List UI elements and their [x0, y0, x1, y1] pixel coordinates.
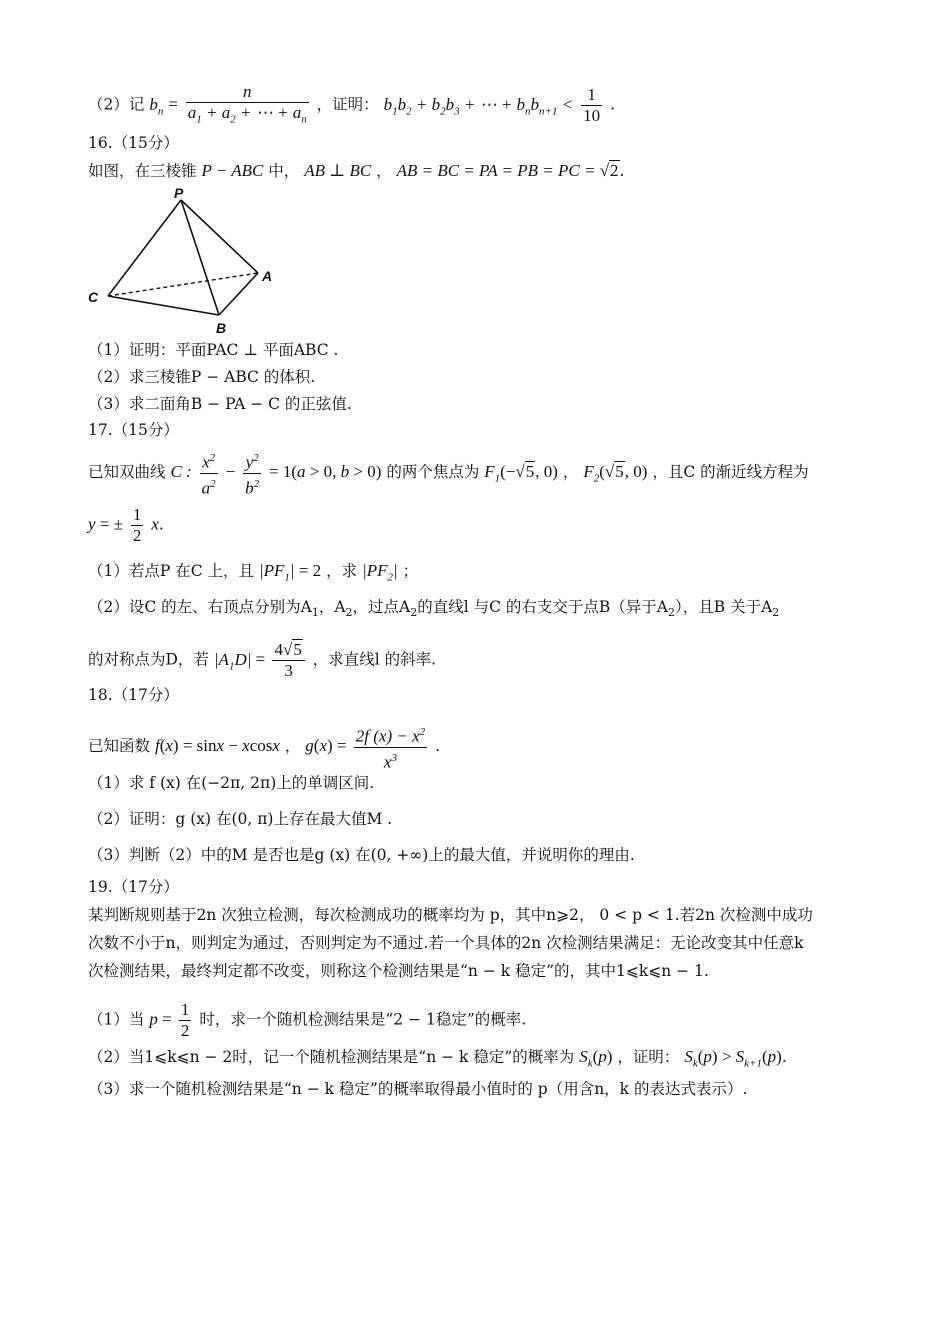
q19-part3: （3）求一个随机检测结果是“n − k 稳定”的概率取得最小值时的 p（用含n，k 的表达式表示）. — [88, 1080, 748, 1098]
g-fraction: $\frac{2f (x) - x^2}{x^3}$ — [354, 722, 427, 772]
y2-over-b2: $\frac{y^2}{b^2}$ — [243, 448, 261, 498]
q17-intro-d: ，且C 的渐近线方程为 — [652, 463, 809, 482]
q18-part3: （3）判断（2）中的M 是否也是g (x) 在(0, +∞)上的最大值，并说明你的理由. — [88, 846, 635, 864]
label-A: A — [262, 268, 273, 284]
edge-CB — [108, 296, 219, 315]
label-C: C — [88, 289, 99, 305]
q17-intro-b: 的两个焦点为 — [386, 463, 480, 482]
q17-p1-b: ，求 — [326, 562, 358, 580]
q18-intro: 已知函数 f(x) = sinx − xcosx ， g(x) = $\frac{2f (x) - x^2}{x^3}$ . — [88, 722, 890, 772]
q19-p2-b: ，证明： — [617, 1048, 680, 1066]
q18-intro-a: 已知函数 — [88, 737, 151, 756]
q17-p1-a: （1）若点P 在C 上，且 — [88, 562, 255, 580]
q16-intro-b: 中， — [268, 162, 300, 180]
q17-p2-g: ，求直线l 的斜率. — [312, 650, 437, 669]
q18-header: 18.（17分） — [88, 686, 179, 704]
q18-intro-end: . — [435, 737, 440, 756]
edge-CA-hidden — [108, 273, 258, 296]
q16-part2: （2）求三棱锥P − ABC 的体积. — [88, 368, 316, 386]
q17-p2-c: ，过点A — [352, 598, 411, 616]
p-half-fraction: $\frac{1}{2}$ — [180, 1000, 190, 1040]
q16-part3: （3）求二面角B − PA − C 的正弦值. — [88, 395, 352, 413]
x2-over-a2: $\frac{x^2}{a^2}$ — [200, 448, 218, 498]
q17-intro-c: ， — [562, 463, 579, 482]
q17-intro-a: 已知双曲线 — [88, 463, 166, 482]
one-tenth-fraction: $\frac{1}{10}$ — [583, 85, 601, 126]
q19-p2-c: . — [781, 1048, 787, 1066]
four-root5-over-3: $\frac{4√5}{3}$ — [272, 640, 304, 681]
q15-part2: （2）记 $b_n$ = $\frac{n}{a_1 + a_2 + \cdots + a_n}$ ，证明： $b_1b_2 + b_2b_3$ + ⋯ + $b_nb_{n+1}$ < $\frac{1}{10}$ . — [88, 82, 890, 129]
pyramid-figure — [86, 188, 286, 338]
bn-fraction: $\frac{n}{a_1 + a_2 + \cdots + a_n}$ — [187, 82, 307, 126]
half-fraction: $\frac{1}{2}$ — [132, 505, 142, 545]
q19-line2: 次数不小于n，则判定为通过，否则判定为不通过.若一个具体的2n 次检测结果满足：无论改变其中任意k — [88, 934, 804, 952]
q19-p2-a: （2）当1⩽k⩽n − 2时，记一个随机检测结果是“n − k 稳定”的概率为 — [88, 1048, 575, 1066]
label-B: B — [216, 320, 227, 336]
q19-p1-b: 时，求一个随机检测结果是“2 − 1稳定”的概率. — [199, 1010, 527, 1029]
q19-p1-a: （1）当 — [88, 1010, 145, 1029]
q19-line1: 某判断规则基于2n 次独立检测，每次检测成功的概率均为 p，其中n⩾2， 0 < p < 1.若2n 次检测中成功 — [88, 906, 813, 924]
q17-header: 17.（15分） — [88, 421, 179, 439]
bn-sum-inequality: $b_1b_2 + b_2b_3$ + ⋯ + $b_nb_{n+1}$ < — [383, 94, 574, 118]
q16-header: 16.（15分） — [88, 134, 179, 152]
label-P: P — [174, 188, 184, 201]
q18-intro-b: ， — [284, 737, 301, 756]
q15-part2-mid: ，证明： — [316, 95, 379, 114]
q19-part2: （2）当1⩽k⩽n − 2时，记一个随机检测结果是“n − k 稳定”的概率为 $S_k(p)$ ，证明： $S_k(p) > S_{k+1}(p)$. — [88, 1047, 787, 1070]
q17-p2-e: ），且B 关于A — [675, 598, 773, 616]
q17-p2-a: （2）设C 的左、右顶点分别为A — [88, 598, 312, 616]
q19-line3: 次检测结果，最终判定都不改变，则称这个检测结果是“n − k 稳定”的，其中1⩽k⩽n − 1. — [88, 962, 709, 980]
q16-intro-a: 如图，在三棱锥 — [88, 162, 197, 180]
edge-BA — [219, 273, 258, 315]
q19-part1: （1）当 p = $\frac{1}{2}$ 时，求一个随机检测结果是“2 − 1稳定”的概率. — [88, 1000, 527, 1040]
edge-PC — [108, 200, 181, 296]
q17-p2-b: ，A — [318, 598, 346, 616]
q18-part1: （1）求 f (x) 在(−2π, 2π)上的单调区间. — [88, 774, 375, 792]
q16-intro: 如图，在三棱锥 P − ABC 中， AB ⊥ BC ， AB = BC = PA = PB = PC = √2. — [88, 161, 625, 180]
q17-p1-c: ； — [402, 562, 419, 580]
q17-part2: （2）设C 的左、右顶点分别为$A_1$，$A_2$，过点$A_2$的直线l 与C 的右支交于点B（异于$A_2$），且B 关于$A_2$ — [88, 598, 780, 620]
q15-part2-end: . — [610, 95, 616, 114]
q17-p2-d: 的直线l 与C 的右支交于点B（异于A — [417, 598, 669, 616]
q18-part2: （2）证明：g (x) 在(0, π)上存在最大值M . — [88, 810, 393, 828]
q17-asym-end: . — [158, 515, 164, 534]
q17-intro: 已知双曲线 C : $\frac{x^2}{a^2}$ − $\frac{y^2}{b^2}$ = 1(a > 0, b > 0) 的两个焦点为 $F_1(-√5$, 0) ， $F_2(√5$, 0) ，且C 的渐近线方程为 — [88, 448, 890, 498]
q17-part1: （1）若点P 在C 上，且 $|PF_1| = 2$ ，求 $|PF_2|$ ； — [88, 561, 419, 584]
q17-p2-f: 的对称点为D，若 — [88, 650, 209, 669]
q16-intro-c: ， — [376, 162, 392, 180]
q17-part2-cont: 的对称点为D，若 $|A_1D|$ = $\frac{4√5}{3}$ ，求直线l 的斜率. — [88, 640, 437, 680]
q17-asymptote: y = ± $\frac{1}{2}$ x. — [88, 505, 164, 545]
q15-part2-prefix: （2）记 — [88, 95, 145, 114]
bn-symbol: $b_n$ — [149, 94, 164, 118]
q16-part1: （1）证明：平面PAC ⊥ 平面ABC . — [88, 341, 339, 359]
q19-header: 19.（17分） — [88, 878, 179, 896]
